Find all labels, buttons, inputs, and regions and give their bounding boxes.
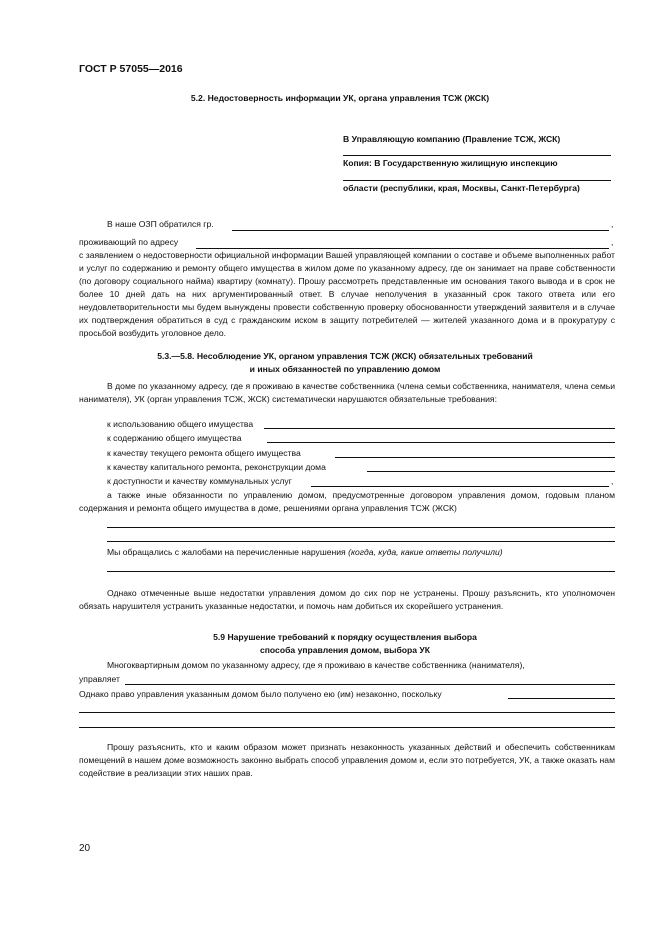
complaints-line: [107, 546, 503, 559]
comma: ,: [611, 237, 614, 247]
reason-blank: [508, 698, 615, 699]
requirement-item: к использованию общего имущества: [107, 419, 254, 429]
page-number: 20: [79, 843, 91, 854]
complaints-hint: (когда, куда, какие ответы получили): [348, 547, 503, 557]
managing-line: Многоквартирным домом по указанному адресу, где я проживаю в качестве собственника (нанимателя),: [107, 660, 525, 670]
section-5-2-title: 5.2. Недостоверность информации УК, органа управления ТСЖ (ЖСК): [190, 93, 490, 103]
blank-line: [107, 571, 615, 572]
requirement-item: к качеству текущего ремонта общего имущества: [107, 448, 301, 458]
section-5-3-title-line1: 5.3.—5.8. Несоблюдение УК, органом управления ТСЖ (ЖСК) обязательных требований: [157, 351, 533, 361]
comma: ,: [611, 219, 614, 229]
address-label: проживающий по адресу: [79, 237, 179, 247]
comma: ,: [611, 476, 614, 486]
blank-line: [79, 727, 615, 728]
region-blank: [343, 180, 611, 181]
applicant-label: В наше ОЗП обратился гр.: [107, 219, 214, 229]
requirement-item: к содержанию общего имущества: [107, 433, 242, 443]
addressee-blank: [343, 155, 611, 156]
section-5-3-outro: Однако отмеченные выше недостатки управления домом до сих пор не устранены. Прошу разъяснить, кто уполномочен обязать нарушителя устранить указанные недостатки, и помочь нам добиться их скорейшего устранения.: [79, 588, 615, 611]
section-5-2-body: с заявлением о недостоверности официальной информации Вашей управляющей компании о составе и объеме выполненных работ и услуг по содержанию и ремонту общего имущества в жилом доме по указанному адресу, где он занимает на праве собственности (по договору социального найма) квартиру (комнату). Прошу рассмотреть представленные им основания такого вывода и в срок не более 10 дней дать на них аргументированный ответ. В случае неполучения в указанный срок такого ответа или его неудовлетворительности мы будем вынуждены провести собственную проверку обоснованности утверждений заявителя и в случае их подтверждения обратиться в суд с гражданским иском в защиту потребителей — жителей указанного дома и в прокуратуру с просьбой возбудить уголовное дело.: [79, 250, 615, 338]
requirement-blank: [267, 442, 615, 443]
requirement-blank: [311, 486, 609, 487]
section-5-3-intro: В доме по указанному адресу, где я проживаю в качестве собственника (члена семьи собственника, нанимателя, члена семьи нанимателя), УК (орган управления ТСЖ, ЖСК) систематически нарушаются обязательные требования:: [79, 381, 615, 404]
applicant-blank: [232, 230, 609, 231]
requirement-blank: [264, 428, 615, 429]
copy-line: Копия: В Государственную жилищную инспекцию: [343, 158, 558, 168]
section-5-9-outro: Прошу разъяснить, кто и каким образом может признать незаконность указанных действий и обеспечить собственникам помещений в нашем доме возможность законно выбрать способ управления домом и, если это потребуется, УК, а также оказать нам содействие в реализации этих наших прав.: [79, 742, 615, 778]
requirement-item: к качеству капитального ремонта, реконструкции дома: [107, 462, 326, 472]
requirement-blank: [335, 457, 615, 458]
blank-line: [107, 527, 615, 528]
manages-label: управляет: [79, 674, 120, 684]
blank-line: [79, 712, 615, 713]
blank-line: [107, 541, 615, 542]
requirement-blank: [367, 471, 615, 472]
section-5-3-title-line2: и иных обязанностей по управлению домом: [249, 364, 441, 374]
region-line: области (республики, края, Москвы, Санкт-Петербурга): [343, 183, 580, 193]
section-5-9-title-line2: способа управления домом, выбора УК: [259, 645, 431, 655]
addressee-line: В Управляющую компанию (Правление ТСЖ, ЖСК): [343, 134, 561, 144]
complaints-text: Мы обращались с жалобами на перечисленные нарушения: [107, 547, 346, 557]
illegal-right-line: Однако право управления указанным домом было получено ею (им) незаконно, поскольку: [79, 689, 442, 699]
manager-blank: [125, 684, 615, 685]
requirement-item: к доступности и качеству коммунальных услуг: [107, 476, 292, 486]
document-code: ГОСТ Р 57055—2016: [79, 63, 183, 75]
section-5-9-title-line1: 5.9 Нарушение требований к порядку осуществления выбора: [213, 632, 477, 642]
other-obligations: а также иные обязанности по управлению домом, предусмотренные договором управления домом, годовым планом содержания и ремонта общего имущества в доме, решениями органа управления ТСЖ (ЖСК): [79, 490, 615, 513]
